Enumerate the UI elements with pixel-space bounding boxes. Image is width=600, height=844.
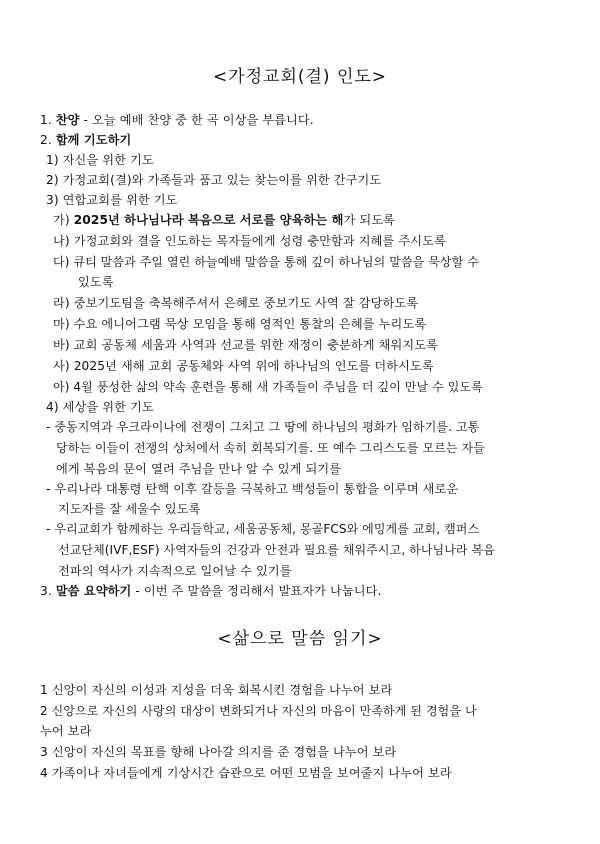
item-number: 1. bbox=[40, 113, 52, 127]
world-prayer-3-cont: 선교단체(IVF,ESF) 사역자들의 건강과 안전과 필요를 채워주시고, 하나님나라 복음 bbox=[58, 543, 495, 557]
item-heading: 말씀 요약하기 bbox=[55, 584, 132, 598]
item-heading: 함께 기도하기 bbox=[55, 133, 132, 147]
prayer-point-ra: 라) 중보기도팀을 축복해주셔서 은혜로 중보기도 사역 잘 감당하도록 bbox=[53, 296, 419, 310]
item-number: 2. bbox=[40, 133, 52, 147]
world-prayer-2-cont: 지도자를 잘 세울수 있도록 bbox=[58, 502, 201, 516]
prayer-point-ba: 바) 교회 공동체 세움과 사역과 선교를 위한 재정이 충분하게 채워지도록 bbox=[53, 338, 438, 352]
point-marker: 가) bbox=[53, 213, 74, 227]
prayer-point-na: 나) 가정교회와 결을 인도하는 목자들에게 성령 충만함과 지혜를 주시도록 bbox=[53, 234, 446, 248]
reading-title: <삶으로 말씀 읽기> bbox=[217, 629, 383, 649]
reading-question-3: 3 신앙이 자신의 목표를 향해 나아갈 의지를 준 경험을 나누어 보라 bbox=[40, 745, 397, 759]
prayer-point-ga bbox=[53, 212, 395, 228]
item-summary bbox=[40, 583, 381, 599]
prayer-point-sa: 사) 2025년 새해 교회 공동체와 사역 위에 하나님의 인도를 더하시도록 bbox=[53, 359, 434, 373]
prayer-sub-4: 4) 세상을 위한 기도 bbox=[46, 400, 154, 414]
item-text: - 이번 주 말씀을 정리해서 발표자가 나눕니다. bbox=[131, 584, 382, 598]
item-text: - 오늘 예배 찬양 중 한 곡 이상을 부릅니다. bbox=[79, 113, 314, 127]
prayer-point-ma: 마) 수요 에니어그램 묵상 모임을 통해 영적인 통찰의 은혜를 누리도록 bbox=[53, 317, 427, 331]
world-prayer-3-cont: 전파의 역사가 지속적으로 일어날 수 있기를 bbox=[58, 564, 292, 578]
item-praise bbox=[40, 112, 314, 128]
reading-question-4: 4 가족이나 자녀들에게 기상시간 습관으로 어떤 모범을 보여줄지 나누어 보라 bbox=[40, 766, 452, 780]
prayer-point-a: 아) 4월 풍성한 삶의 약속 훈련을 통해 새 가족들이 주님을 더 깊이 만날 수 있도록 bbox=[53, 380, 483, 394]
prayer-sub-1: 1) 자신을 위한 기도 bbox=[46, 153, 154, 167]
world-prayer-1-cont: 에게 복음의 문이 열려 주님을 만나 알 수 있게 되기를 bbox=[56, 462, 342, 476]
prayer-point-da-cont: 있도록 bbox=[78, 275, 114, 289]
point-emphasis: 2025년 하나님나라 복음으로 서로를 양육하는 해 bbox=[73, 213, 344, 227]
world-prayer-1-cont: 당하는 이들이 전쟁의 상처에서 속히 회복되기를. 또 예수 그리스도를 모르는 자들 bbox=[56, 441, 485, 455]
item-number: 3. bbox=[40, 584, 52, 598]
reading-question-2: 2 신앙으로 자신의 사랑의 대상이 변화되거나 자신의 마음이 만족하게 된 경험을 나 bbox=[40, 704, 477, 718]
world-prayer-1: - 중동지역과 우크라이나에 전쟁이 그치고 그 땅에 하나님의 평화가 임하기를. 고통 bbox=[46, 420, 480, 434]
prayer-point-da: 다) 큐티 말씀과 주일 열린 하늘예배 말씀을 통해 깊이 하나님의 말씀을 묵상할 수 bbox=[53, 255, 479, 269]
item-prayer bbox=[40, 132, 131, 148]
point-tail: 가 되도록 bbox=[343, 213, 395, 227]
guide-title: <가정교회(결) 인도> bbox=[212, 67, 388, 87]
reading-question-2-cont: 누어 보라 bbox=[40, 724, 92, 738]
world-prayer-3: - 우리교회가 함께하는 우리들학교, 세움공동체, 몽골FCS와 에밍게를 교회, 캠퍼스 bbox=[46, 522, 480, 536]
prayer-sub-3: 3) 연합교회를 위한 기도 bbox=[46, 193, 178, 207]
reading-question-1: 1 신앙이 자신의 이성과 지성을 더욱 회복시킨 경험을 나누어 보라 bbox=[40, 683, 393, 697]
item-heading: 찬양 bbox=[55, 113, 80, 127]
prayer-sub-2: 2) 가정교회(결)와 가족들과 품고 있는 찾는이를 위한 간구기도 bbox=[46, 173, 382, 187]
world-prayer-2: - 우리나라 대통령 탄핵 이후 갈등을 극복하고 백성들이 통합을 이루며 새로운 bbox=[46, 482, 459, 496]
